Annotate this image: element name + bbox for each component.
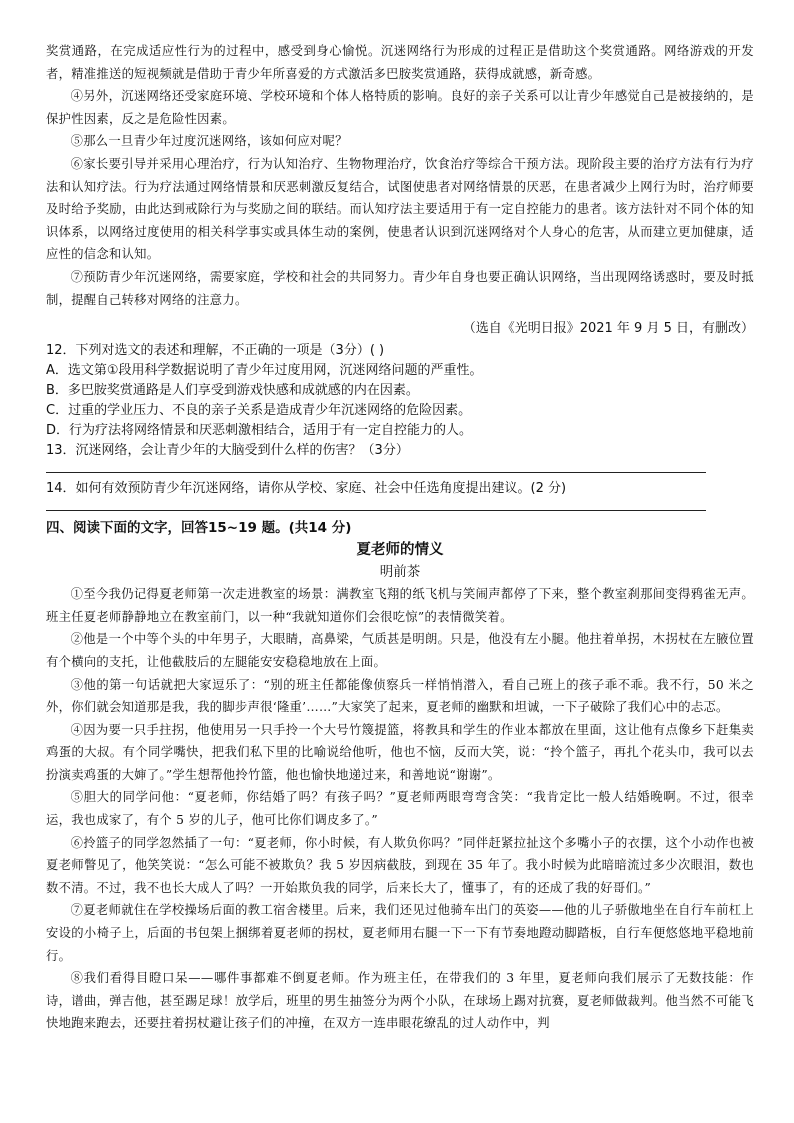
passage-paragraph-3-cont: 奖赏通路，在完成适应性行为的过程中，感受到身心愉悦。沉迷网络行为形成的过程正是借助这个奖赏通路。网络游戏的开发者，精准推送的短视频就是借助于青少年所喜爱的方式激活多巴胺奖赏通路，获得成就感，新奇感。 — [46, 44, 754, 81]
question-12-option-d: D．行为疗法将网络情景和厌恶刺激相结合，适用于有一定自控能力的人。 — [46, 423, 473, 439]
article-paragraph-6: ⑥拎篮子的同学忽然插了一句：“夏老师，你小时候，有人欺负你吗？”同伴赶紧拉扯这个多嘴小子的衣摆，这个小动作也被夏老师瞥见了，他笑笑说：“怎么可能不被欺负？我 5 岁因病截肢，到现在 35 年了。我小时候为此暗暗流过多少次眼泪，数也数不清。不过，我不也长大成人了吗？一开始欺负我的同学，后来长大了，懂事了，有的还成了我的好哥们。” — [46, 835, 754, 895]
article-paragraph-3: ③他的第一句话就把大家逗乐了：“别的班主任都能像侦察兵一样悄悄潜入，看自己班上的孩子乖不乖。我不行，50 米之外，你们就会知道那是我，我的脚步声很‘隆重’……”大家笑了起来，夏老师的幽默和坦诚，一下子破除了我们心中的忐忑。 — [46, 677, 754, 715]
question-14: 14．如何有效预防青少年沉迷网络，请你从学校、家庭、社会中任选角度提出建议。(2 分) — [46, 481, 567, 497]
article-author: 明前茶 — [379, 564, 421, 581]
passage-paragraph-7: ⑦预防青少年沉迷网络，需要家庭，学校和社会的共同努力。青少年自身也要正确认识网络，当出现网络诱惑时，要及时抵制，提醒自己转移对网络的注意力。 — [46, 269, 754, 307]
answer-line-13[interactable] — [46, 472, 706, 473]
passage-paragraph-4: ④另外，沉迷网络还受家庭环境、学校环境和个体人格特质的影响。良好的亲子关系可以让青少年感觉自己是被接纳的，是保护性因素，反之是危险性因素。 — [46, 89, 754, 126]
passage-paragraph-5: ⑤那么一旦青少年过度沉迷网络，该如何应对呢？ — [70, 134, 348, 149]
question-12-option-a: A．选文第①段用科学数据说明了青少年过度用网，沉迷网络问题的严重性。 — [46, 363, 483, 379]
article-paragraph-2: ②他是一个中等个头的中年男子，大眼睛，高鼻梁，气质甚是明朗。只是，他没有左小腿。他拄着单拐，木拐杖在左腋位置有个横向的支托，让他截肢后的左腿能安安稳稳地放在上面。 — [46, 632, 754, 669]
section-heading: 四、阅读下面的文字，回答15~19 题。(共14 分) — [46, 520, 352, 537]
article-paragraph-8: ⑧我们看得目瞪口呆——哪件事都难不倒夏老师。作为班主任，在带我们的 3 年里，夏老师向我们展示了无数技能：作诗，谱曲，弹吉他，甚至踢足球！放学后，班里的男生抽签分为两个小队，在球场上踢对抗赛，夏老师做裁判。他当然不可能飞快地跑来跑去，还要拄着拐杖避让孩子们的冲撞，在双方一连串眼花缭乱的过人动作中，判 — [46, 971, 754, 1031]
article-paragraph-5: ⑤胆大的同学问他：“夏老师，你结婚了吗？有孩子吗？”夏老师两眼弯弯含笑：“我肯定比一般人结婚晚啊。不过，很幸运，我也成家了，有个 5 岁的儿子，他可比你们调皮多了。” — [46, 790, 754, 828]
article-paragraph-7: ⑦夏老师就住在学校操场后面的教工宿舍楼里。后来，我们还见过他骑车出门的英姿——他的儿子骄傲地坐在自行车前杠上安设的小椅子上，后面的书包架上捆绑着夏老师的拐杖，夏老师用右腿一下一下有节奏地蹬动脚踏板，自行车便悠悠地平稳地前行。 — [46, 903, 754, 963]
article-paragraph-1: ①至今我仍记得夏老师第一次走进教室的场景：满教室飞翔的纸飞机与笑闹声都停了下来，整个教室刹那间变得鸦雀无声。班主任夏老师静静地立在教室前门，以一种“我就知道你们会很吃惊”的表情微笑着。 — [46, 587, 754, 624]
passage-source: （选自《光明日报》2021 年 9 月 5 日，有删改） — [462, 321, 754, 337]
question-12: 12．下列对选文的表述和理解，不正确的一项是（3分）( ) — [46, 343, 385, 359]
question-12-option-c: C．过重的学业压力、不良的亲子关系是造成青少年沉迷网络的危险因素。 — [46, 403, 472, 419]
passage-paragraph-6: ⑥家长要引导并采用心理治疗，行为认知治疗、生物物理治疗，饮食治疗等综合干预方法。现阶段主要的治疗方法有行为疗法和认知疗法。行为疗法通过网络情景和厌恶刺激反复结合，试图使患者对网络情景的厌恶，在患者减少上网行为时，治疗师要及时给予奖励，由此达到戒除行为与奖励之间的联结。而认知疗法主要适用于有一定自控能力的患者。该方法针对不同个体的知识体系，以网络过度使用的相关科学事实或具体生动的案例，使患者认识到沉迷网络对个人身心的危害，从而建立更加健康，适应性的信念和认知。 — [46, 156, 754, 262]
exam-page — [46, 40, 754, 1035]
passage-continued — [46, 40, 754, 341]
article-paragraph-4: ④因为要一只手拄拐，他使用另一只手拎一个大号竹篾提篮，将教具和学生的作业本都放在里面，这让他有点像乡下赶集卖鸡蛋的大叔。有个同学嘴快，把我们私下里的比喻说给他听，他也不恼，反而大笑，说：“拎个篮子，再扎个花头巾，我可以去扮演卖鸡蛋的大婶了。”学生想帮他拎竹篮，他也愉快地递过来，和善地说“谢谢”。 — [46, 722, 754, 782]
answer-line-14[interactable] — [46, 510, 706, 511]
section-four — [46, 517, 754, 1035]
question-13: 13．沉迷网络，会让青少年的大脑受到什么样的伤害？（3分） — [46, 443, 409, 459]
question-12-option-b: B．多巴胺奖赏通路是人们享受到游戏快感和成就感的内在因素。 — [46, 383, 419, 399]
article-title: 夏老师的情义 — [356, 542, 444, 559]
questions-block — [46, 341, 754, 511]
